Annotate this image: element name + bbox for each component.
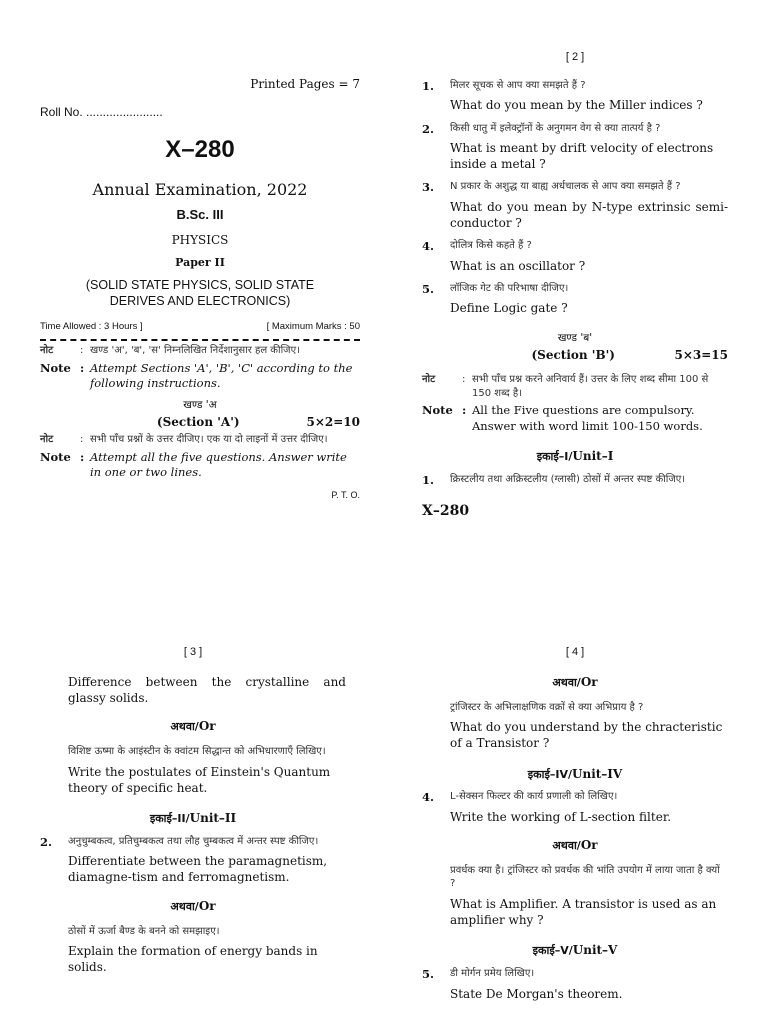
or-separator: अथवा/Or bbox=[552, 838, 598, 853]
roll-number: Roll No. ....................... bbox=[40, 105, 163, 120]
page-3 bbox=[40, 645, 346, 975]
question-hi: विशिष्ट ऊष्मा के आइंस्टीन के क्वांटम सिद्धान्त को अभिधारणाएँ लिखिए। bbox=[68, 746, 326, 758]
or-separator: अथवा/Or bbox=[170, 898, 216, 913]
unit-2-heading: इकाई–II/Unit–II bbox=[149, 810, 237, 825]
time-allowed: Time Allowed : 3 Hours ] bbox=[40, 321, 143, 333]
time-marks-bar bbox=[40, 321, 360, 334]
note-label-en: Note bbox=[40, 449, 71, 464]
section-b-note-hindi: नोट : सभी पाँच प्रश्न करने अनिवार्य हैं। उत्तर के लिए शब्द सीमा 100 से 150 शब्द है। bbox=[422, 373, 728, 400]
page-2 bbox=[422, 50, 728, 521]
page-number: [ 3 ] bbox=[183, 646, 203, 658]
question-hi: क्रिस्टलीय तथा अक्रिस्टलीय (ग्लासी) ठोसों में अन्तर स्पष्ट कीजिए। bbox=[450, 473, 686, 485]
question-en: Write the postulates of Einstein's Quantum theory of specific heat. bbox=[68, 764, 331, 795]
alternate-question bbox=[422, 701, 728, 752]
paper-topic bbox=[40, 277, 360, 310]
exam-title: Annual Examination, 2022 bbox=[92, 179, 308, 199]
please-turn-over: P. T. O. bbox=[331, 489, 360, 500]
question-en: Write the working of L-section filter. bbox=[450, 809, 672, 824]
question-en: Differentiate between the paramagnetism, diamagne-tism and ferromagnetism. bbox=[68, 854, 328, 885]
question-en: What is an oscillator ? bbox=[450, 258, 586, 273]
note-hindi: नोट : खण्ड 'अ', 'ब', 'स' निम्नलिखित निर्देशानुसार हल कीजिए। bbox=[40, 344, 360, 358]
question-item: 2. अनुचुम्बकत्व, प्रतिचुम्बकत्व तथा लौह चुम्बकत्व में अन्तर स्पष्ट कीजिए। Differentiate between the paramagnetism, diamagne-tism and ferromagnetism. bbox=[40, 835, 346, 886]
section-a-note-hindi: नोट : सभी पाँच प्रश्नों के उत्तर दीजिए। एक या दो लाइनों में उत्तर दीजिए। bbox=[40, 433, 360, 447]
maximum-marks: [ Maximum Marks : 50 bbox=[266, 321, 360, 333]
alternate-question bbox=[422, 864, 728, 928]
page-1 bbox=[40, 76, 360, 501]
topic-line-1: (SOLID STATE PHYSICS, SOLID STATE bbox=[85, 277, 315, 292]
alternate-question bbox=[40, 745, 346, 796]
question-item: 5. डी मोर्गन प्रमेय लिखिए। State De Morgan's theorem. bbox=[422, 967, 728, 1002]
page-number: [ 2 ] bbox=[565, 51, 585, 63]
section-b-label: (Section 'B') bbox=[531, 347, 615, 362]
printed-pages: Printed Pages = 7 bbox=[250, 77, 360, 91]
section-a-note-text-en: Attempt all the five questions. Answer write in one or two lines. bbox=[90, 449, 347, 480]
section-a-heading-hi: खण्ड 'अ bbox=[183, 398, 217, 411]
question-hi: दोलित्र किसे कहते हैं ? bbox=[450, 240, 532, 252]
question-hi: मिलर सूचक से आप क्या समझते हैं ? bbox=[450, 79, 586, 91]
question-hi: N प्रकार के अशुद्ध या बाह्य अर्धचालक से आप क्या समझते हैं ? bbox=[450, 181, 681, 193]
note-label-hi: नोट bbox=[422, 374, 436, 386]
question-en: What is meant by drift velocity of electrons inside a metal ? bbox=[450, 141, 714, 172]
section-a-label: (Section 'A') bbox=[156, 414, 240, 429]
question-en: What do you mean by the Miller indices ? bbox=[450, 98, 703, 113]
note-label-en: Note bbox=[40, 360, 71, 375]
note-label-en: Note bbox=[422, 403, 453, 418]
footer-code: X–280 bbox=[422, 503, 470, 520]
note-text-hi: खण्ड 'अ', 'ब', 'स' निम्नलिखित निर्देशानुसार हल कीजिए। bbox=[90, 345, 300, 357]
question-en: What do you understand by the chracteristic of a Transistor ? bbox=[450, 720, 723, 751]
question-en: What do you mean by N-type extrinsic semi-conductor ? bbox=[450, 199, 728, 231]
section-b-note-english: Note : All the Five questions are compulsory. Answer with word limit 100-150 words. bbox=[422, 403, 728, 434]
question-item: 4. L-सेक्सन फिल्टर की कार्य प्रणाली को लिखिए। Write the working of L-section filter. bbox=[422, 790, 728, 825]
class-name: B.Sc. III bbox=[176, 207, 224, 223]
note-english: Note : Attempt Sections 'A', 'B', 'C' according to the following instructions. bbox=[40, 361, 360, 392]
page-4 bbox=[422, 645, 728, 1002]
note-label-hi: नोट bbox=[40, 345, 54, 357]
section-b-note-text-en: All the Five questions are compulsory. Answer with word limit 100-150 words. bbox=[472, 403, 703, 433]
alternate-question bbox=[40, 925, 346, 976]
section-a-note-text-hi: सभी पाँच प्रश्नों के उत्तर दीजिए। एक या दो लाइनों में उत्तर दीजिए। bbox=[90, 434, 328, 446]
question-item: 5. लॉजिक गेट की परिभाषा दीजिए। Define Logic gate ? bbox=[422, 282, 728, 317]
question-hi: किसी धातु में इलेक्ट्रॉनों के अनुगमन वेग से क्या तात्पर्य है ? bbox=[450, 122, 661, 134]
section-a-heading bbox=[40, 414, 360, 430]
question-en: State De Morgan's theorem. bbox=[450, 986, 623, 1001]
or-separator: अथवा/Or bbox=[170, 719, 216, 734]
question-hi: डी मोर्गन प्रमेय लिखिए। bbox=[450, 968, 535, 980]
question-item: 1. मिलर सूचक से आप क्या समझते हैं ? What do you mean by the Miller indices ? bbox=[422, 79, 728, 114]
section-b-heading bbox=[422, 347, 728, 363]
question-hi: ठोसों में ऊर्जा बैण्ड के बनने को समझाइए। bbox=[68, 925, 220, 937]
question-en: What is Amplifier. A transistor is used as an amplifier why ? bbox=[450, 896, 717, 928]
unit-1-heading: इकाई–I/Unit–I bbox=[536, 449, 614, 464]
question-item: 4. दोलित्र किसे कहते हैं ? What is an oscillator ? bbox=[422, 239, 728, 274]
section-a-note-english: Note : Attempt all the five questions. Answer write in one or two lines. bbox=[40, 450, 360, 481]
section-b-heading-hi: खण्ड 'ब' bbox=[557, 331, 593, 344]
section-a-marks: 5×2=10 bbox=[306, 414, 360, 429]
section-b-marks: 5×3=15 bbox=[674, 347, 728, 362]
question-hi: अनुचुम्बकत्व, प्रतिचुम्बकत्व तथा लौह चुम्बकत्व में अन्तर स्पष्ट कीजिए। bbox=[68, 835, 319, 847]
question-item: 2. किसी धातु में इलेक्ट्रॉनों के अनुगमन वेग से क्या तात्पर्य है ? What is meant by drift velocity of electrons inside a metal ? bbox=[422, 122, 728, 173]
page-number: [ 4 ] bbox=[565, 646, 585, 658]
question-hi: प्रवर्धक क्या है। ट्रांजिस्टर को प्रवर्धक की भांति उपयोग में लाया जाता है क्यों ? bbox=[450, 864, 720, 890]
question-en: Explain the formation of energy bands in solids. bbox=[68, 944, 318, 975]
dashed-divider bbox=[40, 339, 360, 341]
question-hi: लॉजिक गेट की परिभाषा दीजिए। bbox=[450, 282, 569, 294]
note-label-hi: नोट bbox=[40, 434, 54, 446]
note-text-en: Attempt Sections 'A', 'B', 'C' according to the following instructions. bbox=[90, 360, 353, 391]
question-hi: ट्रांजिस्टर के अभिलाक्षणिक वक्रों से क्या अभिप्राय है ? bbox=[450, 701, 644, 713]
unit-5-heading: इकाई–V/Unit–V bbox=[532, 943, 618, 958]
or-separator: अथवा/Or bbox=[552, 674, 598, 689]
subject-name: PHYSICS bbox=[171, 232, 229, 247]
question-item: 1. क्रिस्टलीय तथा अक्रिस्टलीय (ग्लासी) ठोसों में अन्तर स्पष्ट कीजिए। bbox=[422, 473, 728, 489]
question-hi: L-सेक्सन फिल्टर की कार्य प्रणाली को लिखिए। bbox=[450, 791, 618, 803]
question-en: Define Logic gate ? bbox=[450, 301, 568, 316]
topic-line-2: DERIVES AND ELECTRONICS) bbox=[109, 294, 291, 309]
question-item: 3. N प्रकार के अशुद्ध या बाह्य अर्धचालक से आप क्या समझते हैं ? What do you mean by N-type extrinsic semi-conductor ? bbox=[422, 180, 728, 231]
unit-4-heading: इकाई–IV/Unit–IV bbox=[527, 766, 623, 781]
section-b-note-text-hi: सभी पाँच प्रश्न करने अनिवार्य हैं। उत्तर के लिए शब्द सीमा 100 से 150 शब्द है। bbox=[472, 374, 709, 399]
paper-number: Paper II bbox=[175, 256, 225, 270]
question-continued bbox=[40, 674, 346, 706]
paper-code: X–280 bbox=[165, 136, 235, 164]
question-en: Difference between the crystalline and glassy solids. bbox=[68, 674, 346, 706]
